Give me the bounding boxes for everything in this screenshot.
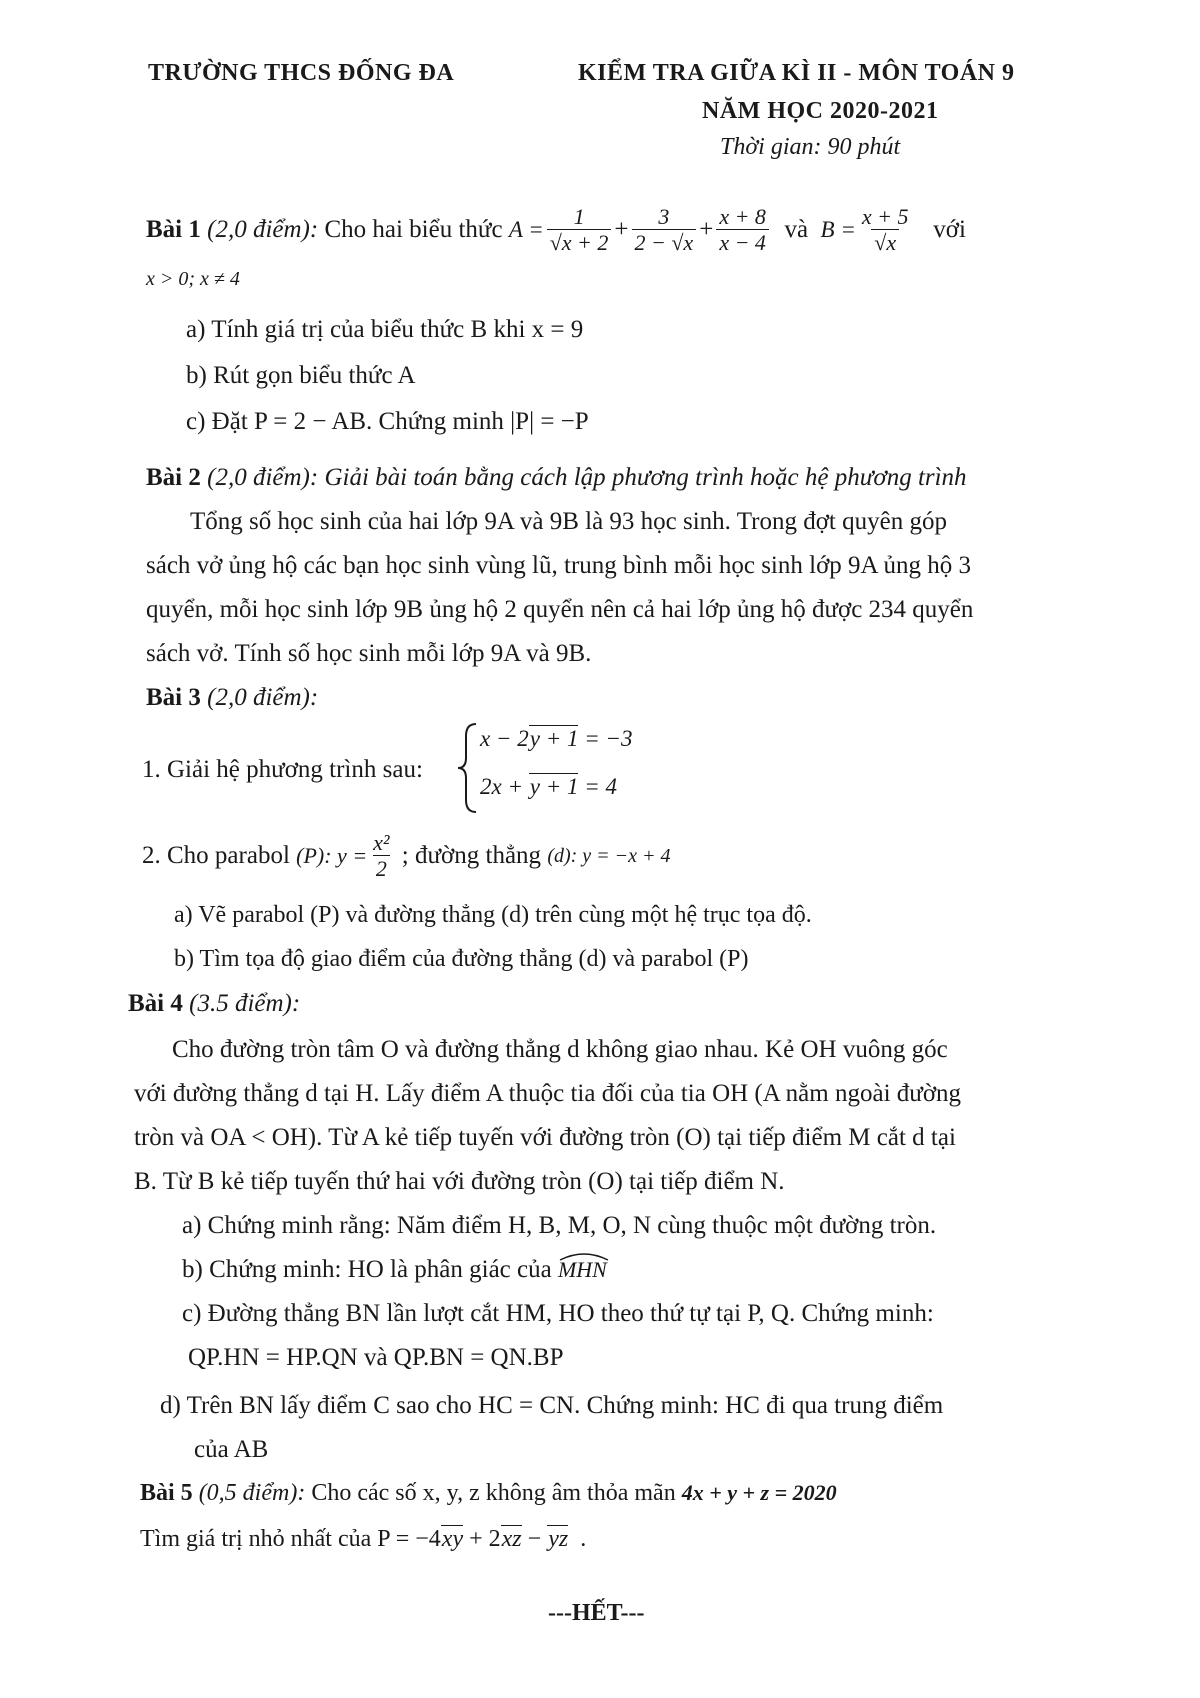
bai1-part-c: c) Đặt P = 2 − AB. Chứng minh |P| = −P	[186, 408, 589, 435]
bai5-points: (0,5 điểm):	[198, 1480, 306, 1506]
fraction-parabola: $\frac{\text{x²}}{2}$	[373, 830, 390, 882]
bai1-part-a: a) Tính giá trị của biểu thức B khi x = 9	[186, 316, 584, 343]
bai4-title: Bài 4	[128, 990, 183, 1017]
fraction-2: $\frac{3}{2 - √x}$	[632, 204, 697, 257]
fraction-3: $\frac{x + 8}{x - 4}$	[716, 204, 769, 257]
bai2-title: Bài 2	[146, 464, 201, 491]
bai1-intro: Cho hai biểu thức	[324, 216, 503, 244]
bai3-heading	[146, 684, 318, 712]
bai2-line-1: Tổng số học sinh của hai lớp 9A và 9B là 93 học sinh. Trong đợt quyên góp	[190, 508, 947, 535]
bai5-text: Cho các số x, y, z không âm thỏa mãn	[311, 1480, 676, 1506]
bai4-line-3: tròn và OA < OH). Từ A kẻ tiếp tuyến với đường tròn (O) tại tiếp điểm M cắt d tại	[134, 1124, 956, 1151]
bai3-q2: 2. Cho parabol (P): y = $\frac{\text{x²}}{2}$ ; đường thẳng (d): y = −x + 4	[142, 830, 671, 882]
bai4-part-d-1: d) Trên BN lấy điểm C sao cho HC = CN. Chứng minh: HC đi qua trung điểm	[160, 1392, 944, 1419]
bai4-heading	[128, 990, 300, 1018]
bai3-points: (2,0 điểm):	[207, 684, 319, 711]
bai5-heading	[140, 1480, 837, 1507]
bai1-part-b: b) Rút gọn biểu thức A	[186, 362, 416, 389]
bai2-line-4: sách vở. Tính số học sinh mỗi lớp 9A và 9B.	[146, 640, 592, 667]
expr-b-lhs: B =	[820, 217, 856, 243]
angle-mhn: MHN	[558, 1257, 607, 1283]
school-year: NĂM HỌC 2020-2021	[702, 98, 939, 124]
bai2-line-2: sách vở ủng hộ các bạn học sinh vùng lũ, trung bình mỗi học sinh lớp 9A ủng hộ 3	[146, 552, 971, 579]
bai1-points: (2,0 điểm):	[207, 216, 319, 244]
bai4-part-c-1: c) Đường thẳng BN lần lượt cắt HM, HO theo thứ tự tại P, Q. Chứng minh:	[182, 1300, 934, 1327]
bai3-q1: 1. Giải hệ phương trình sau:	[142, 756, 423, 783]
bai4-line-4: B. Từ B kẻ tiếp tuyến thứ hai với đường tròn (O) tại tiếp điểm N.	[134, 1168, 785, 1195]
bai2-points: (2,0 điểm): Giải bài toán bằng cách lập phương trình hoặc hệ phương trình	[207, 464, 967, 491]
bai4-part-b: b) Chứng minh: HO là phân giác của MHN	[182, 1256, 607, 1283]
bai2-heading	[146, 464, 967, 492]
system-eq-2: 2x + y + 1 = 4	[480, 774, 617, 799]
bai4-points: (3.5 điểm):	[189, 990, 301, 1017]
bai1-heading: Bài 1 (2,0 điểm): Cho hai biểu thức A = $\frac{1}{√x + 2}$ + $\frac{3}{2 - √x}$ + $\frac{x + 8}{x - 4}$ và B = $\frac{x + 5}{√x}$ với	[146, 204, 966, 256]
end-mark: ---HẾT---	[548, 1600, 645, 1626]
exam-duration: Thời gian: 90 phút	[720, 134, 901, 160]
fraction-1: $\frac{1}{√x + 2}$	[547, 204, 612, 257]
bai4-line-2: với đường thẳng d tại H. Lấy điểm A thuộc tia đối của tia OH (A nằm ngoài đường	[134, 1080, 962, 1107]
and-word: và	[784, 216, 809, 244]
bai3-part-a: a) Vẽ parabol (P) và đường thẳng (d) trên cùng một hệ trục tọa độ.	[174, 902, 812, 928]
exam-title: KIỂM TRA GIỮA KÌ II - MÔN TOÁN 9	[578, 60, 1015, 86]
bai5-constraint: 4x + y + z = 2020	[681, 1480, 837, 1505]
bai3-part-b: b) Tìm tọa độ giao điểm của đường thẳng (d) và parabol (P)	[174, 946, 749, 972]
bai5-title: Bài 5	[140, 1480, 193, 1506]
bai1-title: Bài 1	[146, 216, 201, 244]
bai1-condition: x > 0; x ≠ 4	[146, 268, 240, 290]
bai5-line-2: Tìm giá trị nhỏ nhất của P = −4xy + 2xz − yz .	[140, 1526, 587, 1552]
bai4-part-a: a) Chứng minh rằng: Năm điểm H, B, M, O, N cùng thuộc một đường tròn.	[182, 1212, 937, 1239]
school-name: TRƯỜNG THCS ĐỐNG ĐA	[148, 60, 455, 86]
bai2-line-3: quyển, mỗi học sinh lớp 9B ủng hộ 2 quyển nên cả hai lớp ủng hộ được 234 quyển	[146, 596, 974, 623]
bai3-title: Bài 3	[146, 684, 201, 711]
expr-a-lhs: A =	[508, 217, 544, 243]
bai4-part-d-2: của AB	[194, 1436, 269, 1463]
bai4-part-c-2: QP.HN = HP.QN và QP.BN = QN.BP	[188, 1344, 564, 1371]
system-eq-1: x − 2y + 1 = −3	[480, 726, 633, 751]
bai4-line-1: Cho đường tròn tâm O và đường thẳng d không giao nhau. Kẻ OH vuông góc	[172, 1036, 948, 1063]
with-word: với	[933, 216, 966, 244]
fraction-b: $\frac{x + 5}{√x}$	[861, 204, 909, 256]
